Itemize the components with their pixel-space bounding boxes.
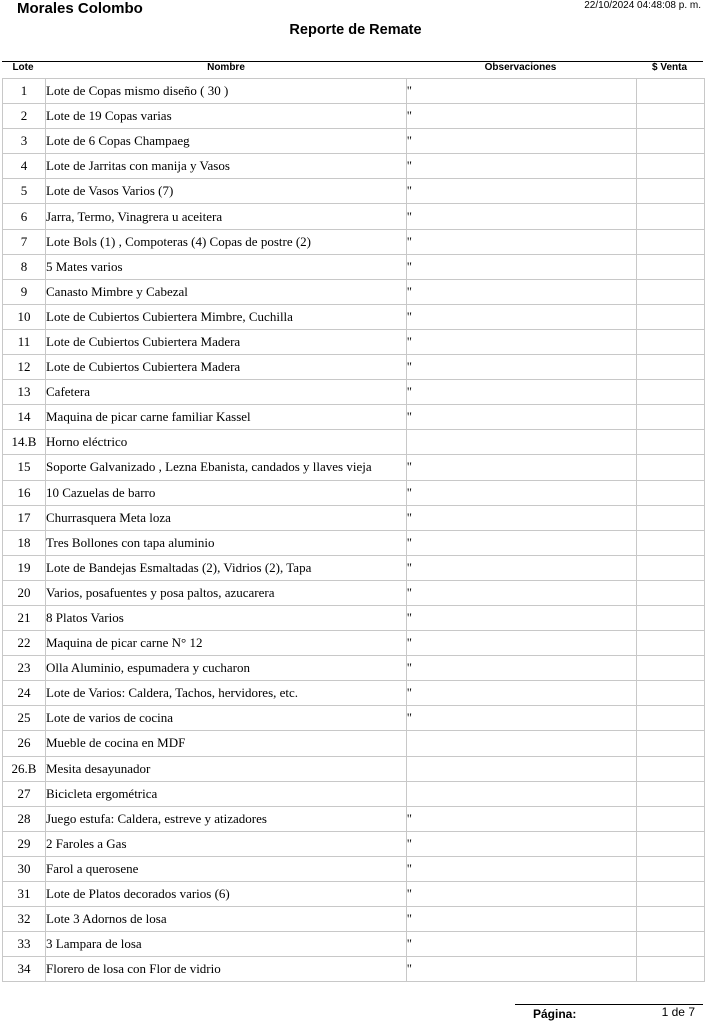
lote-cell: 11 [3,329,46,354]
lote-cell: 24 [3,681,46,706]
venta-cell [637,229,705,254]
table-row [3,605,705,630]
lote-cell: 22 [3,631,46,656]
table-row [3,731,705,756]
venta-cell [637,580,705,605]
nombre-cell: Lote de Cubiertos Cubiertera Mimbre, Cuchilla [46,304,407,329]
venta-cell [637,907,705,932]
venta-cell [637,957,705,982]
nombre-cell: Lote de Vasos Varios (7) [46,179,407,204]
nombre-cell: 10 Cazuelas de barro [46,480,407,505]
table-row [3,505,705,530]
observaciones-cell: '' [407,104,637,129]
lote-cell: 23 [3,656,46,681]
venta-cell [637,856,705,881]
page-label: Página: [533,1007,577,1021]
observaciones-cell [407,430,637,455]
table-row [3,430,705,455]
lote-cell: 1 [3,79,46,104]
venta-cell [637,505,705,530]
nombre-cell: Jarra, Termo, Vinagrera u aceitera [46,204,407,229]
nombre-cell: Lote de Platos decorados varios (6) [46,882,407,907]
nombre-cell: Lote de Copas mismo diseño ( 30 ) [46,79,407,104]
observaciones-cell: '' [407,681,637,706]
observaciones-cell: '' [407,154,637,179]
observaciones-cell: '' [407,129,637,154]
venta-cell [637,204,705,229]
lote-cell: 26.B [3,756,46,781]
nombre-cell: Lote de 6 Copas Champaeg [46,129,407,154]
observaciones-cell: '' [407,580,637,605]
lote-cell: 20 [3,580,46,605]
observaciones-cell: '' [407,329,637,354]
venta-cell [637,430,705,455]
nombre-cell: Olla Aluminio, espumadera y cucharon [46,656,407,681]
table-row [3,530,705,555]
observaciones-cell [407,781,637,806]
lote-cell: 27 [3,781,46,806]
venta-cell [637,154,705,179]
table-row [3,129,705,154]
nombre-cell: Varios, posafuentes y posa paltos, azucarera [46,580,407,605]
nombre-cell: Bicicleta ergométrica [46,781,407,806]
lote-cell: 26 [3,731,46,756]
observaciones-cell: '' [407,882,637,907]
lote-cell: 32 [3,907,46,932]
observaciones-cell: '' [407,204,637,229]
nombre-cell: Churrasquera Meta loza [46,505,407,530]
column-header-nombre: Nombre [207,62,245,73]
report-title: Reporte de Remate [289,22,422,38]
lote-cell: 5 [3,179,46,204]
lote-cell: 14.B [3,430,46,455]
nombre-cell: Lote de varios de cocina [46,706,407,731]
table-row [3,656,705,681]
venta-cell [637,329,705,354]
observaciones-cell: '' [407,304,637,329]
lote-cell: 16 [3,480,46,505]
nombre-cell: Mesita desayunador [46,756,407,781]
nombre-cell: Horno eléctrico [46,430,407,455]
lote-cell: 10 [3,304,46,329]
table-row [3,179,705,204]
lote-cell: 30 [3,856,46,881]
venta-cell [637,254,705,279]
lote-cell: 17 [3,505,46,530]
table-row [3,279,705,304]
nombre-cell: Mueble de cocina en MDF [46,731,407,756]
venta-cell [637,882,705,907]
lote-cell: 2 [3,104,46,129]
venta-cell [637,79,705,104]
column-header-venta: $ Venta [651,62,688,73]
lote-cell: 15 [3,455,46,480]
venta-cell [637,932,705,957]
venta-cell [637,179,705,204]
nombre-cell: Farol a querosene [46,856,407,881]
venta-cell [637,681,705,706]
column-header-lote: Lote [12,62,34,73]
lote-cell: 34 [3,957,46,982]
lote-cell: 9 [3,279,46,304]
lote-cell: 7 [3,229,46,254]
observaciones-cell: '' [407,179,637,204]
lote-cell: 13 [3,380,46,405]
venta-cell [637,656,705,681]
lote-cell: 31 [3,882,46,907]
table-row [3,204,705,229]
venta-cell [637,279,705,304]
venta-cell [637,631,705,656]
observaciones-cell [407,731,637,756]
report-timestamp: 22/10/2024 04:48:08 p. m. [584,0,701,11]
observaciones-cell: '' [407,932,637,957]
page-number: 1 de 7 [661,1005,695,1019]
nombre-cell: Soporte Galvanizado , Lezna Ebanista, candados y llaves vieja [46,455,407,480]
nombre-cell: Maquina de picar carne familiar Kassel [46,405,407,430]
observaciones-cell: '' [407,405,637,430]
nombre-cell: 8 Platos Varios [46,605,407,630]
table-row [3,304,705,329]
nombre-cell: 3 Lampara de losa [46,932,407,957]
venta-cell [637,706,705,731]
observaciones-cell: '' [407,530,637,555]
observaciones-cell: '' [407,455,637,480]
table-row [3,907,705,932]
table-row [3,380,705,405]
table-row [3,580,705,605]
table-row [3,154,705,179]
lote-cell: 19 [3,555,46,580]
lote-cell: 21 [3,605,46,630]
column-header-observaciones: Observaciones [484,62,557,73]
nombre-cell: Florero de losa con Flor de vidrio [46,957,407,982]
nombre-cell: Lote de Cubiertos Cubiertera Madera [46,355,407,380]
observaciones-cell: '' [407,505,637,530]
table-row [3,555,705,580]
lote-cell: 33 [3,932,46,957]
nombre-cell: Lote de Jarritas con manija y Vasos [46,154,407,179]
table-row [3,104,705,129]
nombre-cell: 2 Faroles a Gas [46,831,407,856]
table-row [3,329,705,354]
nombre-cell: Canasto Mimbre y Cabezal [46,279,407,304]
table-row [3,405,705,430]
lote-cell: 6 [3,204,46,229]
observaciones-cell: '' [407,856,637,881]
nombre-cell: Lote de Cubiertos Cubiertera Madera [46,329,407,354]
company-name: Morales Colombo [17,0,143,17]
venta-cell [637,405,705,430]
table-row [3,856,705,881]
observaciones-cell: '' [407,907,637,932]
observaciones-cell: '' [407,79,637,104]
table-row [3,355,705,380]
venta-cell [637,480,705,505]
table-row [3,480,705,505]
venta-cell [637,781,705,806]
table-row [3,706,705,731]
observaciones-cell: '' [407,555,637,580]
table-row [3,681,705,706]
observaciones-cell: '' [407,706,637,731]
table-row [3,254,705,279]
venta-cell [637,104,705,129]
table-row [3,229,705,254]
venta-cell [637,355,705,380]
nombre-cell: Lote de Bandejas Esmaltadas (2), Vidrios (2), Tapa [46,555,407,580]
venta-cell [637,380,705,405]
venta-cell [637,605,705,630]
observaciones-cell: '' [407,656,637,681]
venta-cell [637,530,705,555]
table-row [3,932,705,957]
lote-cell: 12 [3,355,46,380]
observaciones-cell: '' [407,831,637,856]
lote-cell: 14 [3,405,46,430]
table-row [3,455,705,480]
nombre-cell: 5 Mates varios [46,254,407,279]
lote-cell: 29 [3,831,46,856]
table-row [3,831,705,856]
nombre-cell: Tres Bollones con tapa aluminio [46,530,407,555]
observaciones-cell: '' [407,380,637,405]
nombre-cell: Maquina de picar carne N° 12 [46,631,407,656]
nombre-cell: Lote de 19 Copas varias [46,104,407,129]
venta-cell [637,304,705,329]
table-row [3,882,705,907]
observaciones-cell: '' [407,480,637,505]
table-row [3,781,705,806]
venta-cell [637,731,705,756]
lote-cell: 28 [3,806,46,831]
table-row [3,79,705,104]
venta-cell [637,455,705,480]
table-row [3,806,705,831]
observaciones-cell: '' [407,279,637,304]
nombre-cell: Lote de Varios: Caldera, Tachos, hervidores, etc. [46,681,407,706]
nombre-cell: Cafetera [46,380,407,405]
observaciones-cell: '' [407,254,637,279]
observaciones-cell [407,756,637,781]
lote-cell: 18 [3,530,46,555]
table-row [3,957,705,982]
observaciones-cell: '' [407,957,637,982]
observaciones-cell: '' [407,355,637,380]
lote-cell: 8 [3,254,46,279]
lote-cell: 25 [3,706,46,731]
venta-cell [637,831,705,856]
venta-cell [637,806,705,831]
nombre-cell: Lote 3 Adornos de losa [46,907,407,932]
observaciones-cell: '' [407,229,637,254]
lots-table [2,78,705,982]
table-row [3,631,705,656]
nombre-cell: Juego estufa: Caldera, estreve y atizadores [46,806,407,831]
venta-cell [637,129,705,154]
lote-cell: 4 [3,154,46,179]
lote-cell: 3 [3,129,46,154]
venta-cell [637,555,705,580]
observaciones-cell: '' [407,605,637,630]
observaciones-cell: '' [407,631,637,656]
observaciones-cell: '' [407,806,637,831]
table-row [3,756,705,781]
nombre-cell: Lote Bols (1) , Compoteras (4) Copas de postre (2) [46,229,407,254]
venta-cell [637,756,705,781]
